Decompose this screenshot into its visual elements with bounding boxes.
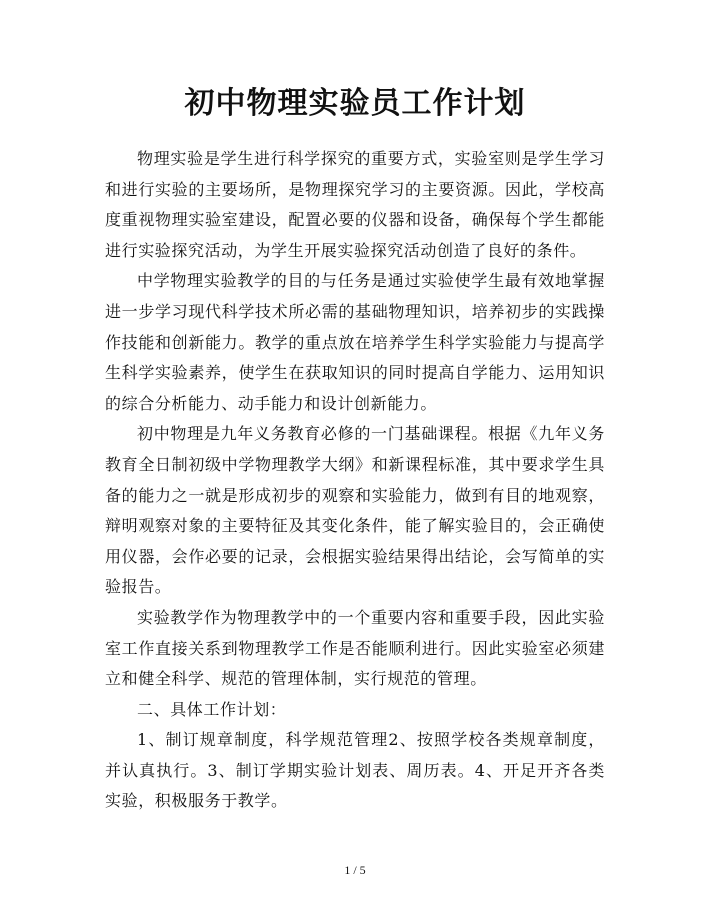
paragraph-work-plan-items: 1、制订规章制度，科学规范管理2、按照学校各类规章制度，并认真执行。3、制订学期实验计划表、周历表。4、开足开齐各类实验，积极服务于教学。 [105, 730, 605, 811]
paragraph-management: 实验教学作为物理教学中的一个重要内容和重要手段，因此实验室工作直接关系到物理教学工作是否能顺利进行。因此实验室必须建立和健全科学、规范的管理体制，实行规范的管理。 [105, 607, 605, 689]
paragraph-intro: 物理实验是学生进行科学探究的重要方式，实验室则是学生学习和进行实验的主要场所，是物理探究学习的主要资源。因此，学校高度重视物理实验室建设，配置必要的仪器和设备，确保每个学生都能进行实验探究活动，为学生开展实验探究活动创造了良好的条件。 [105, 149, 605, 260]
section-heading-work-plan: 二、具体工作计划： [137, 699, 287, 719]
paragraph-curriculum: 初中物理是九年义务教育必修的一门基础课程。根据《九年义务教育全日制初级中学物理教学大纲》和新课程标准，其中要求学生具备的能力之一就是形成初步的观察和实验能力，做到有目的地观察，辩明观察对象的主要特征及其变化条件，能了解实验目的，会正确使用仪器，会作必要的记录，会根据实验结果得出结论，会写简单的实验报告。 [105, 424, 605, 597]
document-title: 初中物理实验员工作计划 [184, 86, 526, 121]
document-body [105, 144, 605, 817]
page-number: 1 / 5 [344, 863, 366, 877]
paragraph-teaching-goals: 中学物理实验教学的目的与任务是通过实验使学生最有效地掌握进一步学习现代科学技术所必需的基础物理知识，培养初步的实践操作技能和创新能力。教学的重点放在培养学生科学实验能力与提高学生科学实验素养，使学生在获取知识的同时提高自学能力、运用知识的综合分析能力、动手能力和设计创新能力。 [105, 271, 605, 413]
